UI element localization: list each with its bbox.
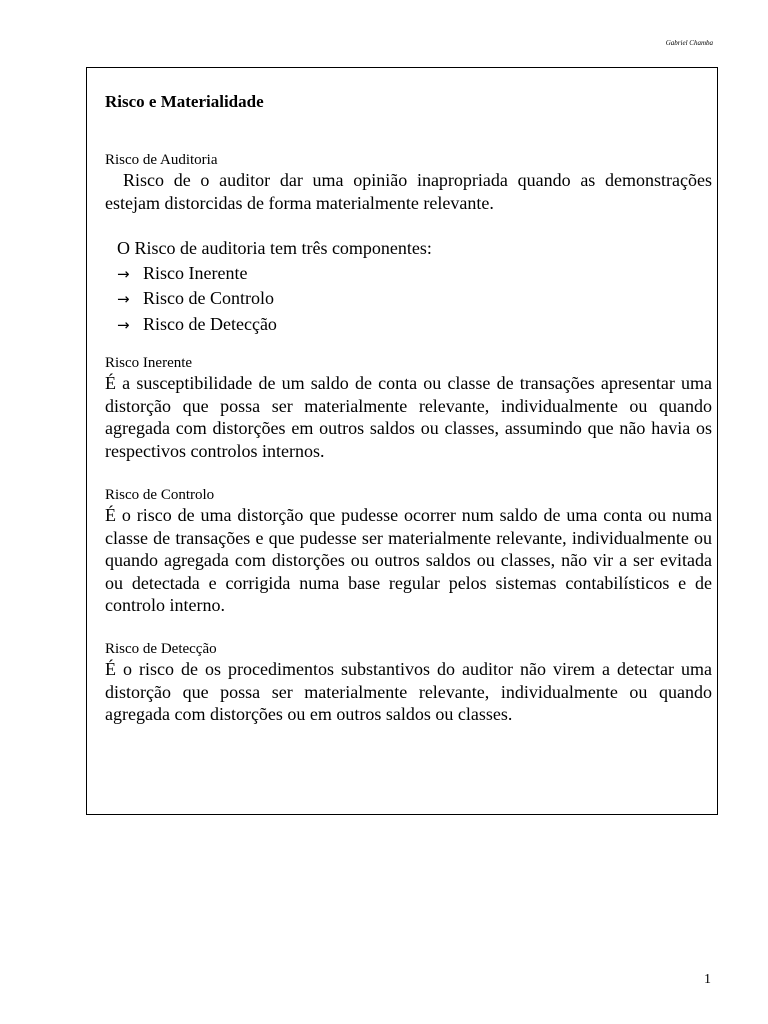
arrow-right-icon: → (117, 315, 130, 334)
section-heading: Risco Inerente (105, 355, 193, 371)
document-title: Risco e Materialidade (105, 92, 264, 111)
section-risco-de-deteccao (105, 640, 712, 726)
section-risco-de-auditoria (105, 151, 712, 214)
list-item: → Risco Inerente (117, 261, 712, 287)
page-number: 1 (704, 972, 711, 987)
section-risco-de-controlo (105, 486, 712, 617)
section-heading: Risco de Detecção (105, 641, 217, 657)
section-paragraph: É o risco de uma distorção que pudesse ocorrer num saldo de uma conta ou numa classe de transações e que pudesse ser materialmente relevante, individualmente ou quando agregada com distorções ou outros saldos ou classes, não vir a ser evitada ou detectada e corrigida numa base regular pelos sistemas contabilísticos e de controlo interno. (105, 505, 712, 615)
components-intro: O Risco de auditoria tem três componentes: (117, 238, 432, 258)
components-list (117, 261, 712, 338)
section-paragraph: Risco de o auditor dar uma opinião inapropriada quando as demonstrações estejam distorcidas de forma materialmente relevante. (105, 170, 712, 213)
section-paragraph: É a susceptibilidade de um saldo de conta ou classe de transações apresentar uma distorção que possa ser materialmente relevante, individualmente ou quando agregada com distorções em outros saldos ou classes, assumindo que não havia os respectivos controlos internos. (105, 373, 712, 461)
arrow-right-icon: → (117, 290, 130, 308)
section-paragraph: É o risco de os procedimentos substantivos do auditor não virem a detectar uma distorção que possa ser materialmente relevante, individualmente ou quando agregada com distorções ou em outros saldos ou classes. (105, 659, 712, 724)
arrow-right-icon: → (117, 264, 130, 283)
list-item: → Risco de Controlo (117, 286, 712, 312)
section-heading: Risco de Auditoria (105, 152, 218, 168)
list-item: → Risco de Detecção (117, 312, 712, 338)
header-author: Gabriel Chamba (665, 39, 713, 47)
components-block (117, 237, 712, 337)
section-heading: Risco de Controlo (105, 487, 215, 503)
section-risco-inerente (105, 354, 712, 462)
